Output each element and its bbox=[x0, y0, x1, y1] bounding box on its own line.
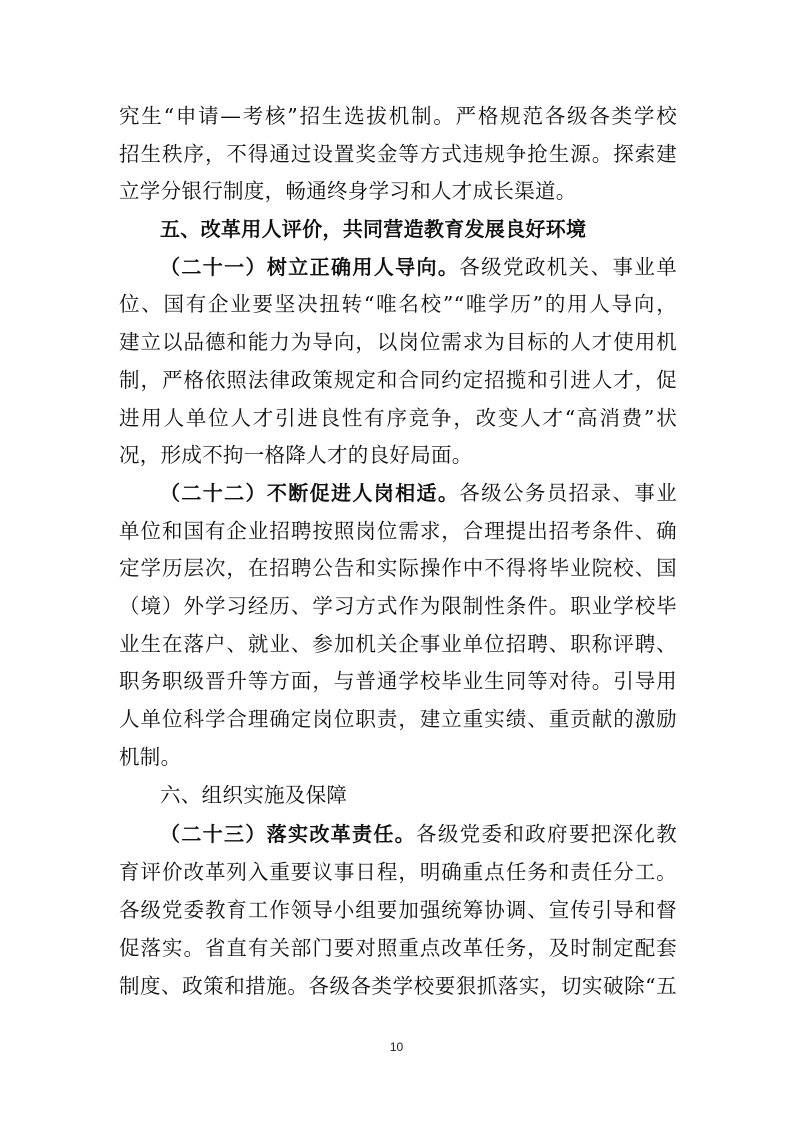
section-six-heading: 六、组织实施及保障 bbox=[160, 783, 348, 808]
text-line: 业生在落户、就业、参加机关企事业单位招聘、职称评聘、 bbox=[119, 631, 677, 656]
text-line: 促落实。省直有关部门要对照重点改革任务，及时制定配套 bbox=[119, 936, 677, 961]
text-line: 立学分银行制度，畅通终身学习和人才成长渠道。 bbox=[119, 179, 577, 204]
section-five-heading: 五、改革用人评价，共同营造教育发展良好环境 bbox=[160, 217, 587, 242]
text-line: 制度、政策和措施。各级各类学校要狠抓落实，切实破除“五 bbox=[119, 974, 677, 999]
text-line: 育评价改革列入重要议事日程，明确重点任务和责任分工。 bbox=[119, 859, 677, 884]
text-line: 职务职级晋升等方面，与普通学校毕业生同等对待。引导用 bbox=[119, 669, 677, 694]
item-21-paragraph bbox=[119, 249, 677, 475]
text-span: 各级公务员招录、事业 bbox=[459, 480, 677, 505]
text-span: 各级党委和政府要把深化教 bbox=[416, 821, 677, 846]
text-span: 各级党政机关、事业单 bbox=[459, 254, 677, 279]
text-line: 招生秩序，不得通过设置奖金等方式违规争抢生源。探索建 bbox=[119, 141, 677, 166]
item-22-paragraph bbox=[119, 475, 677, 777]
text-line bbox=[119, 249, 677, 287]
text-line: （境）外学习经历、学习方式作为限制性条件。职业学校毕 bbox=[119, 593, 677, 618]
item-23-lead: （二十三）落实改革责任。 bbox=[160, 821, 417, 846]
continuation-paragraph bbox=[119, 98, 677, 211]
item-22-lead: （二十二）不断促进人岗相适。 bbox=[160, 480, 460, 505]
text-line: 各级党委教育工作领导小组要加强统筹协调、宣传引导和督 bbox=[119, 897, 677, 922]
text-line: 机制。 bbox=[119, 744, 182, 769]
text-line bbox=[119, 475, 677, 513]
text-line bbox=[119, 815, 677, 853]
item-21-lead: （二十一）树立正确用人导向。 bbox=[160, 254, 460, 279]
text-line: 进用人单位人才引进良性有序竞争，改变人才“高消费”状 bbox=[119, 405, 677, 430]
text-line: 况，形成不拘一格降人才的良好局面。 bbox=[119, 443, 473, 468]
text-line: 究生“申请—考核”招生选拔机制。严格规范各级各类学校 bbox=[119, 104, 677, 128]
document-body bbox=[119, 98, 677, 1006]
text-line: 单位和国有企业招聘按照岗位需求，合理提出招考条件、确 bbox=[119, 518, 677, 543]
text-line: 位、国有企业要坚决扭转“唯名校”“唯学历”的用人导向， bbox=[119, 292, 677, 317]
text-line: 人单位科学合理确定岗位职责，建立重实绩、重贡献的激励 bbox=[119, 707, 677, 731]
text-line: 定学历层次，在招聘公告和实际操作中不得将毕业院校、国 bbox=[119, 556, 677, 581]
item-23-paragraph bbox=[119, 815, 677, 1006]
text-line: 制，严格依照法律政策规定和合同约定招揽和引进人才，促 bbox=[119, 367, 677, 392]
page-number: 10 bbox=[389, 1040, 404, 1054]
section-six bbox=[119, 776, 677, 1005]
text-line: 建立以品德和能力为导向，以岗位需求为目标的人才使用机 bbox=[119, 330, 677, 355]
